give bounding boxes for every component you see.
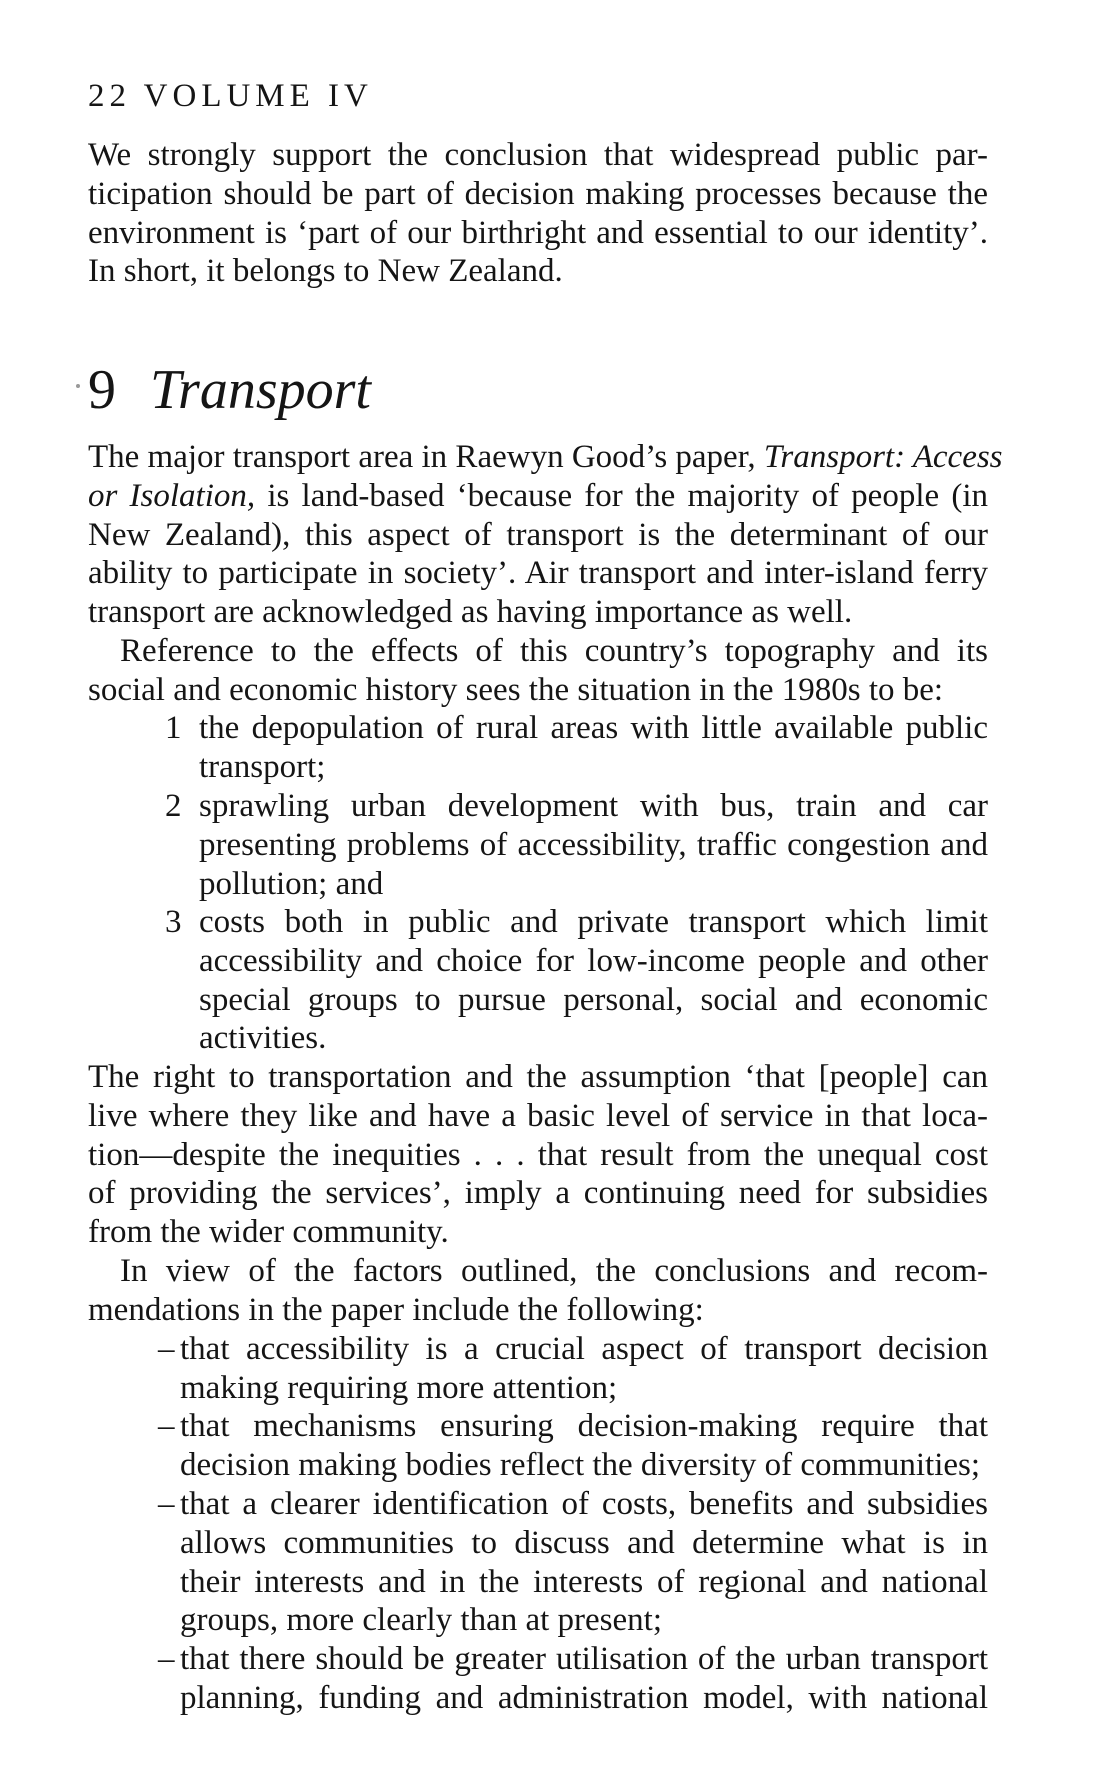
bullet-item <box>158 1640 988 1718</box>
text-line: that there should be greater utilisation of the urban transport <box>180 1641 988 1677</box>
paragraph-transport-intro <box>88 438 1003 632</box>
paper-title-cont: or Isolation, <box>88 477 256 514</box>
text-line: special groups to pursue personal, social and economic <box>199 981 988 1018</box>
section-number: 9 <box>88 359 116 421</box>
text-line: planning, funding and administration model, with national <box>180 1679 988 1716</box>
text-line: ticipation should be part of decision making processes because the <box>88 175 988 212</box>
numbered-item <box>165 903 988 1058</box>
text-line: In short, it belongs to New Zealand. <box>88 253 563 290</box>
text-line: We strongly support the conclusion that widespread public par- <box>88 137 988 173</box>
text-line: pollution; and <box>199 865 384 902</box>
item-number: 1 <box>165 710 182 746</box>
text-line: live where they like and have a basic level of service in that loca- <box>88 1097 988 1134</box>
dash-marker: – <box>158 1486 175 1522</box>
text-line: of providing the services’, imply a continuing need for subsidies <box>88 1175 988 1212</box>
text-line: The major transport area in Raewyn Good’s paper, Transport: Access <box>88 439 1003 475</box>
numbered-item <box>165 787 988 903</box>
text-line: making requiring more attention; <box>180 1369 618 1406</box>
text-line: social and economic history sees the situation in the 1980s to be: <box>88 671 944 708</box>
bullet-item <box>158 1485 988 1640</box>
text-line: their interests and in the interests of regional and national <box>180 1563 988 1600</box>
text-line: allows communities to discuss and determine what is in <box>180 1524 988 1561</box>
text-line: transport; <box>199 748 326 785</box>
text-line: sprawling urban development with bus, train and car <box>199 788 988 824</box>
text-line: New Zealand), this aspect of transport is the determinant of our <box>88 516 988 553</box>
text-line: Reference to the effects of this country’s topography and its <box>120 633 988 669</box>
text-line: that mechanisms ensuring decision-making require that <box>180 1408 988 1444</box>
item-number: 3 <box>165 904 182 940</box>
bullet-item <box>158 1330 988 1408</box>
text-line: ability to participate in society’. Air transport and inter-island ferry <box>88 555 988 592</box>
text-line: decision making bodies reflect the diversity of communities; <box>180 1446 981 1483</box>
stray-mark <box>76 384 80 388</box>
text-line: mendations in the paper include the following: <box>88 1291 704 1328</box>
text-line: The right to transportation and the assumption ‘that [people] can <box>88 1059 988 1095</box>
text-line: activities. <box>199 1020 327 1057</box>
dash-marker: – <box>158 1331 175 1367</box>
item-number: 2 <box>165 788 182 824</box>
section-heading <box>88 360 371 420</box>
dash-marker: – <box>158 1408 175 1444</box>
text-line: In view of the factors outlined, the conclusions and recom- <box>120 1253 988 1289</box>
paragraph-topography <box>88 632 988 710</box>
dash-marker: – <box>158 1641 175 1677</box>
text-line: the depopulation of rural areas with little available public <box>199 710 988 746</box>
text-line: accessibility and choice for low-income people and other <box>199 942 988 979</box>
section-title: Transport <box>150 359 371 421</box>
intro-paragraph <box>88 136 988 291</box>
text-line: environment is ‘part of our birthright and essential to our identity’. <box>88 214 988 251</box>
numbered-item <box>165 709 988 787</box>
text-line: transport are acknowledged as having importance as well. <box>88 594 853 631</box>
paragraph-right-to-transport <box>88 1058 988 1252</box>
text-line: that a clearer identification of costs, benefits and subsidies <box>180 1486 988 1522</box>
paragraph-conclusions <box>88 1252 988 1330</box>
text-line: presenting problems of accessibility, traffic congestion and <box>199 826 988 863</box>
text-line: that accessibility is a crucial aspect of transport decision <box>180 1331 988 1367</box>
text-line: tion—despite the inequities . . . that result from the unequal cost <box>88 1136 988 1173</box>
text-line: groups, more clearly than at present; <box>180 1602 662 1639</box>
bullet-item <box>158 1407 988 1485</box>
paper-title: Transport: Access <box>763 439 1003 475</box>
text-line: from the wider community. <box>88 1214 449 1251</box>
text-line: or Isolation, is land-based ‘because for the majority of people (in <box>88 477 988 514</box>
text-line: costs both in public and private transport which limit <box>199 904 988 940</box>
running-head: 22 VOLUME IV <box>88 78 373 114</box>
